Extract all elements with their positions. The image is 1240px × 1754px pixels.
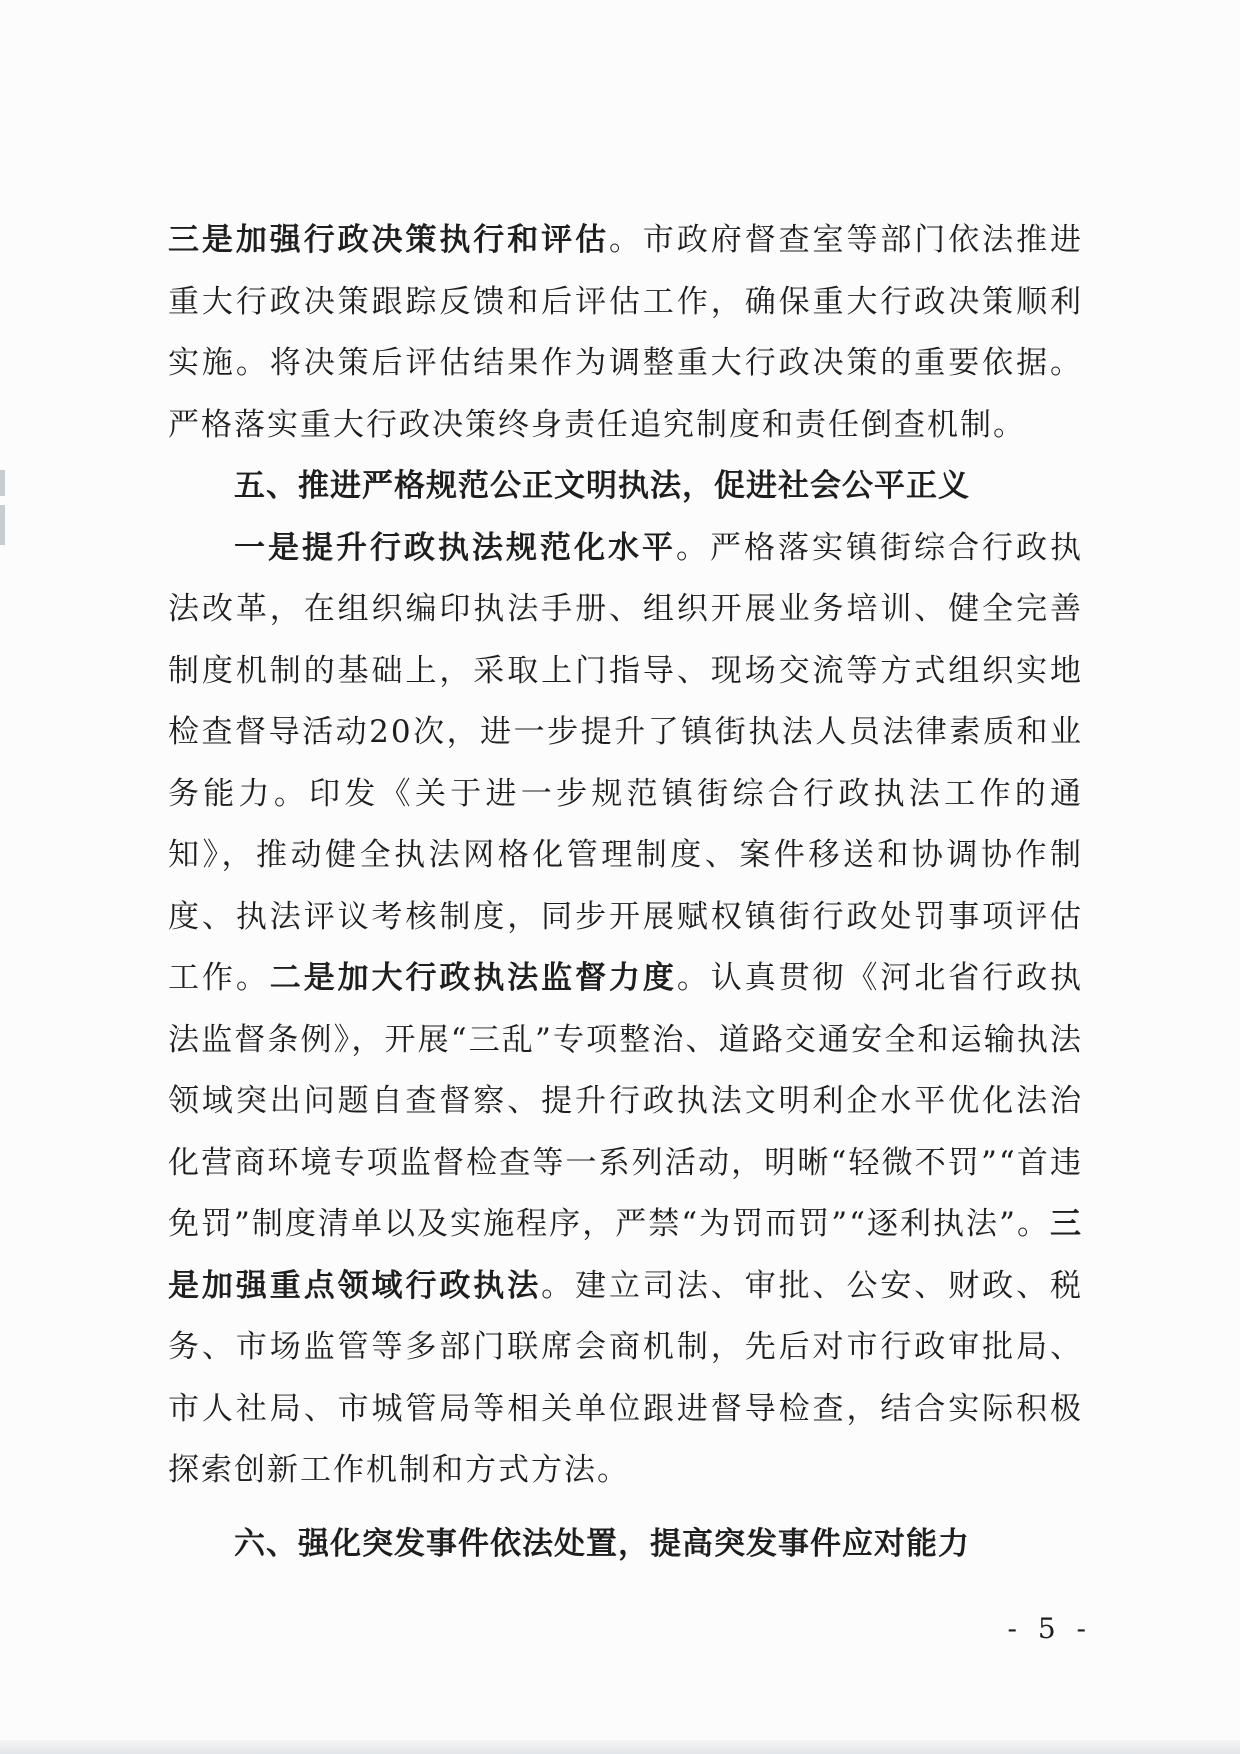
paragraph-text: 。严格落实镇街综合行政执法改革，在组织编印执法手册、组织开展业务培训、健全完善制度机制的基础上，采取上门指导、现场交流等方式组织实地检查督导活动20次，进一步提升了镇街执法人员法律素质和业务能力。印发《关于进一步规范镇街综合行政执法工作的通知》，推动健全执法网格化管理制度、案件移送和协调协作制度、执法评议考核制度，同步开展赋权镇街行政处罚事项评估工作。 — [168, 529, 1083, 996]
paragraph-lead: 一是提升行政执法规范化水平 — [234, 529, 676, 566]
section-heading-6: 六、强化突发事件依法处置，提高突发事件应对能力 — [234, 1525, 970, 1562]
paragraph-law-enforcement — [168, 518, 1083, 1502]
paragraph-text: 。市政府督查室等部门依法推进重大行政决策跟踪反馈和后评估工作，确保重大行政决策顺利实施。将决策后评估结果作为调整重大行政决策的重要依据。严格落实重大行政决策终身责任追究制度和责任倒查机制。 — [168, 222, 1083, 443]
paragraph-text: 。认真贯彻《河北省行政执法监督条例》，开展“三乱”专项整治、道路交通安全和运输执法领域突出问题自查督察、提升行政执法文明利企水平优化法治化营商环境专项监督检查等一系列活动，明晰“轻微不罚”“首违免罚”制度清单以及实施程序，严禁“为罚而罚”“逐利执法”。 — [168, 960, 1084, 1242]
scan-edge-mark — [0, 470, 5, 496]
paragraph-text: 。建立司法、审批、公安、财政、税务、市场监管等多部门联席会商机制，先后对市行政审批局、市人社局、市城管局等相关单位跟进督导检查，结合实际积极探索创新工作机制和方式方法。 — [168, 1267, 1084, 1488]
scan-bottom-edge — [0, 1740, 1240, 1754]
paragraph-lead: 三是加强重点领域行政执法 — [168, 1206, 1083, 1304]
scan-edge-mark — [0, 505, 5, 545]
paragraph-lead: 二是加大行政执法监督力度 — [269, 960, 677, 996]
document-body — [168, 210, 1083, 1575]
paragraph-decision-evaluation — [168, 210, 1083, 456]
paragraph-lead: 三是加强行政决策执行和评估 — [168, 222, 609, 258]
section-heading-5: 五、推进严格规范公正文明执法，促进社会公平正义 — [234, 468, 970, 504]
page-number: - 5 - — [1007, 1612, 1092, 1645]
